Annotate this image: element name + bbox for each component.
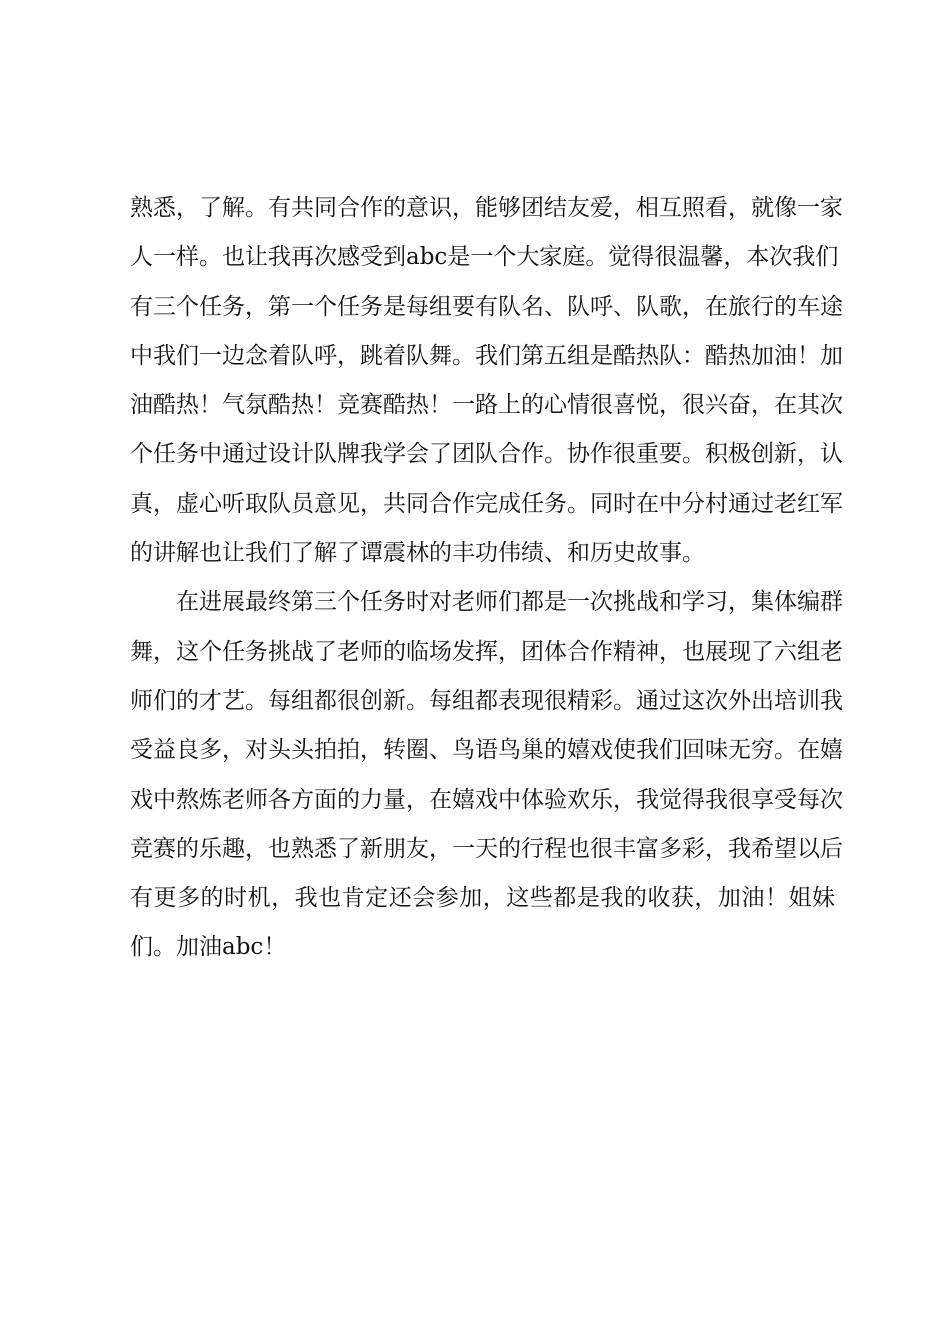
text-line: 有更多的时机，我也肯定还会参加，这些都是我的收获，加油！姐妹 <box>130 885 835 912</box>
text-line: 人一样。也让我再次感受到abc是一个大家庭。觉得很温馨，本次我们 <box>130 244 839 271</box>
text-line: 熟悉，了解。有共同合作的意识，能够团结友爱，相互照看，就像一家 <box>130 195 843 221</box>
body-text <box>130 184 843 973</box>
paragraph-start-line: 在进展最终第三个任务时对老师们都是一次挑战和学习，集体编群 <box>176 589 843 616</box>
text-line: 竞赛的乐趣，也熟悉了新朋友，一天的行程也很丰富多彩，我希望以后 <box>130 835 843 862</box>
text-line: 舞，这个任务挑战了老师的临场发挥，团体合作精神，也展现了六组老 <box>130 638 843 665</box>
text-line: 戏中熬炼老师各方面的力量，在嬉戏中体验欢乐，我觉得我很享受每次 <box>130 786 843 813</box>
text-line: 受益良多，对头头拍拍，转圈、鸟语鸟巢的嬉戏使我们回味无穷。在嬉 <box>130 737 843 764</box>
text-line: 油酷热！气氛酷热！竞赛酷热！一路上的心情很喜悦，很兴奋，在其次 <box>130 392 843 419</box>
text-line: 中我们一边念着队呼，跳着队舞。我们第五组是酷热队：酷热加油！加 <box>130 342 843 369</box>
text-line: 有三个任务，第一个任务是每组要有队名、队呼、队歌，在旅行的车途 <box>130 293 843 320</box>
text-line: 师们的才艺。每组都很创新。每组都表现很精彩。通过这次外出培训我 <box>130 687 843 714</box>
text-line: 的讲解也让我们了解了谭震林的丰功伟绩、和历史故事。 <box>130 540 705 567</box>
text-line: 个任务中通过设计队牌我学会了团队合作。协作很重要。积极创新，认 <box>130 441 843 468</box>
text-line: 们。加油abc！ <box>130 934 287 961</box>
text-line: 真，虚心听取队员意见，共同合作完成任务。同时在中分村通过老红军 <box>130 490 843 517</box>
